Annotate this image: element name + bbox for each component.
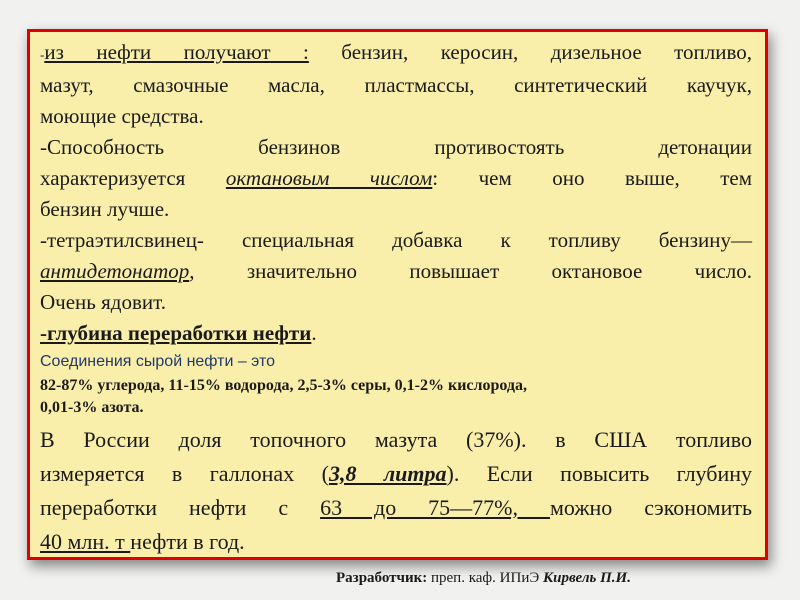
products-line-2: мазут, смазочные масла, пластмассы, синтетический каучук, (40, 73, 752, 97)
footer-role: преп. каф. ИПиЭ (427, 570, 543, 586)
savings-amount: 40 млн. т (40, 529, 131, 554)
products-heading: из нефти получают : (44, 40, 309, 64)
products-line-3: моющие средства. (40, 104, 204, 128)
products-line-1: -из нефти получают : бензин, керосин, дизельное топливо, (40, 40, 752, 64)
footer-label: Разработчик: (336, 570, 428, 586)
composition-line-1: 82-87% углерода, 11-15% водорода, 2,5-3% серы, 0,1-2% кислорода, (40, 377, 528, 394)
gallon-value: 3,8 литра (328, 461, 447, 486)
composition-line-2: 0,01-3% азота. (40, 399, 144, 416)
composition-block (40, 349, 752, 419)
octane-line-2: характеризуется октановым числом: чем оно выше, тем (40, 166, 753, 190)
antiknock-term: антидетонатор (40, 259, 190, 283)
paragraph-products (40, 37, 752, 132)
comparison-line-4: 40 млн. т нефти в год. (40, 529, 245, 554)
composition-values (40, 375, 752, 419)
paragraph-additive (40, 225, 752, 318)
comparison-line-1: В России доля топочного мазута (37%). в США топливо (40, 427, 752, 452)
paragraph-refining-depth: -глубина переработки нефти. (40, 321, 317, 345)
additive-line-2: антидетонатор, значительно повышает октановое число. (40, 259, 752, 283)
author-footer (336, 570, 736, 587)
additive-line-1: -тетраэтилсвинец- специальная добавка к топливу бензину— (40, 228, 752, 252)
octane-term: октановым числом (225, 166, 433, 190)
composition-intro: Соединения сырой нефти – это (40, 353, 276, 370)
octane-line-1: -Способность бензинов противостоять детонации (40, 135, 752, 159)
comparison-line-3: переработки нефти с 63 до 75—77%, можно сэкономить (40, 495, 752, 520)
paragraph-comparison (40, 423, 752, 559)
octane-line-3: бензин лучше. (40, 197, 170, 221)
paragraph-octane (40, 132, 752, 225)
refining-depth-heading: -глубина переработки нефти (40, 321, 312, 345)
slide-content (40, 37, 752, 559)
slide-card (27, 29, 768, 560)
footer-author: Кирвель П.И. (543, 570, 631, 586)
additive-line-3: Очень ядовит. (40, 290, 166, 314)
comparison-line-2: измеряется в галлонах (3,8 литра). Если повысить глубину (40, 461, 752, 486)
depth-range: 63 до 75—77%, (320, 495, 550, 520)
